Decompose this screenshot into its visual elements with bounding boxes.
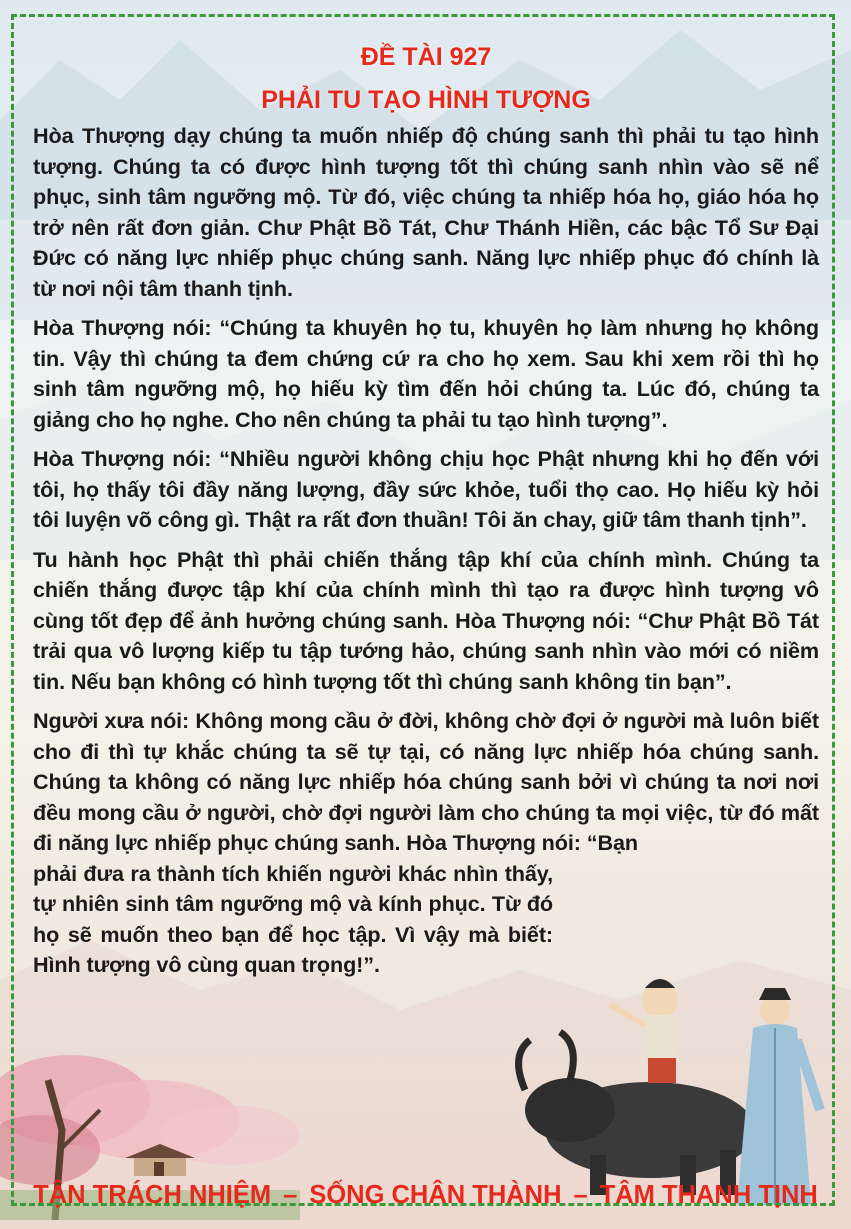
motto-part-2: SỐNG CHÂN THÀNH — [309, 1181, 562, 1209]
article-content — [33, 42, 819, 990]
motto-part-3: TÂM THANH TỊNH — [599, 1181, 818, 1209]
paragraph-2: Hòa Thượng nói: “Chúng ta khuyên họ tu, khuyên họ làm nhưng họ không tin. Vậy thì chúng ta đem chứng cứ ra cho họ xem. Sau khi xem rồi thì họ sinh tâm ngưỡng mộ, họ hiếu kỳ tìm đến hỏi chúng ta. Lúc đó, chúng ta giảng cho họ nghe. Cho nên chúng ta phải tu tạo hình tượng”. — [33, 315, 819, 432]
paragraph-5-continued: phải đưa ra thành tích khiến người khác nhìn thấy, tự nhiên sinh tâm ngưỡng mộ và kính phục. Từ đó họ sẽ muốn theo bạn để học tập. Vì vậy mà biết: Hình tượng vô cùng quan trọng!”. — [33, 860, 553, 977]
hut-icon — [120, 1140, 200, 1180]
motto-part-1: TẬN TRÁCH NHIỆM — [33, 1181, 272, 1209]
paragraph-5: Người xưa nói: Không mong cầu ở đời, không chờ đợi ở người mà luôn biết cho đi thì tự khắc chúng ta sẽ tự tại, có năng lực nhiếp hóa chúng sanh. Chúng ta không có năng lực nhiếp hóa chúng sanh bởi vì chúng ta nơi nơi đều mong cầu ở người, chờ đợi người làm cho chúng ta mọi việc, từ đó mất đi năng lực nhiếp phục chúng sanh. Hòa Thượng nói: “Bạn — [33, 708, 819, 855]
scholar-figure-icon — [715, 980, 825, 1210]
article-title: PHẢI TU TẠO HÌNH TƯỢNG — [261, 86, 591, 114]
paragraph-1: Hòa Thượng dạy chúng ta muốn nhiếp độ chúng sanh thì phải tu tạo hình tượng. Chúng ta có được hình tượng tốt thì chúng sanh nhìn vào sẽ nể phục, sinh tâm ngưỡng mộ. Từ đó, việc chúng ta nhiếp hóa họ, giáo hóa họ trở nên rất đơn giản. Chư Phật Bồ Tát, Chư Thánh Hiền, các bậc Tổ Sư Đại Đức có năng lực nhiếp phục chúng sanh. Năng lực nhiếp phục đó chính là từ nơi nội tâm thanh tịnh. — [33, 123, 819, 301]
motto-separator-2: – — [573, 1181, 588, 1209]
paragraph-3: Hòa Thượng nói: “Nhiều người không chịu học Phật nhưng khi họ đến với tôi, họ thấy tôi đầy năng lượng, đầy sức khỏe, tuổi thọ cao. Họ hiếu kỳ hỏi tôi luyện võ công gì. Thật ra rất đơn thuần! Tôi ăn chay, giữ tâm thanh tịnh”. — [33, 446, 819, 532]
topic-number-heading: ĐỀ TÀI 927 — [360, 43, 492, 71]
motto-separator-1: – — [283, 1181, 298, 1209]
paragraph-4: Tu hành học Phật thì phải chiến thắng tập khí của chính mình. Chúng ta chiến thắng được tập khí của chính mình thì tạo ra được hình tượng vô cùng tốt đẹp để ảnh hưởng chúng sanh. Hòa Thượng nói: “Chư Phật Bồ Tát trải qua vô lượng kiếp tu tập tướng hảo, chúng sanh nhìn vào mới có niềm tin. Nếu bạn không có hình tượng tốt thì chúng sanh không tin bạn”. — [33, 546, 819, 694]
footer-motto — [0, 1179, 851, 1211]
